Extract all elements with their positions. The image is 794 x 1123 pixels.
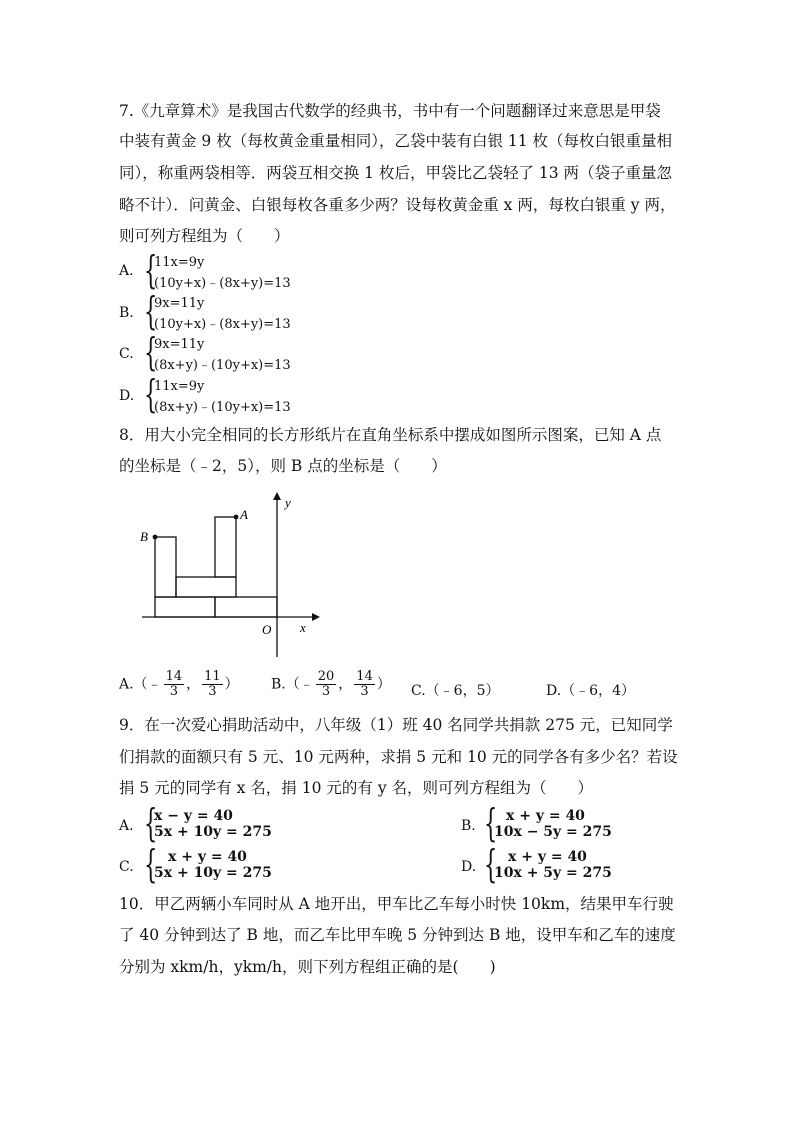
q9-line-3: 捐 5 元的同学有 x 名，捐 10 元的有 y 名，则可列方程组为（ ） — [119, 779, 594, 797]
option-label: C. — [119, 859, 134, 875]
equation-2: 10x − 5y = 275 — [494, 824, 612, 840]
x-axis-label: x — [300, 620, 306, 635]
close-paren: ） — [376, 676, 391, 693]
origin-label: O — [262, 622, 272, 637]
brace-icon: { — [144, 248, 158, 292]
q8-line-1: 8．用大小完全相同的长方形纸片在直角坐标系中摆成如图所示图案，已知 A 点 — [119, 426, 662, 444]
q8-option-a[interactable] — [119, 670, 239, 699]
y-arrow-icon — [273, 492, 281, 500]
equation-1: 9x=11y — [154, 337, 205, 352]
q7-line-1: 7.《九章算术》是我国古代数学的经典书，书中有一个问题翻译过来意思是甲袋 — [119, 102, 661, 120]
point-a-label: A — [240, 507, 248, 522]
q9-line-1: 9．在一次爱心捐助活动中，八年级（1）班 40 名同学共捐款 275 元，已知同学 — [119, 716, 673, 734]
point-a — [234, 515, 239, 520]
option-label: B. — [461, 818, 476, 834]
fraction — [316, 670, 337, 699]
point-b-label: B — [140, 529, 148, 544]
denominator: 3 — [360, 684, 369, 699]
q10-line-1: 10．甲乙两辆小车同时从 A 地开出，甲车比乙车每小时快 10km，结果甲车行驶 — [119, 895, 674, 913]
fraction — [354, 670, 375, 699]
rect-bottom-left — [155, 597, 215, 617]
x-arrow-icon — [312, 613, 320, 621]
rect-middle-horizontal — [176, 577, 236, 597]
brace-icon: { — [144, 801, 158, 845]
equation-2: 10x + 5y = 275 — [494, 865, 612, 881]
equation-1: x − y = 40 — [154, 808, 233, 824]
option-label: D. — [119, 388, 135, 404]
fraction — [164, 670, 185, 699]
brace-icon: { — [144, 842, 158, 886]
separator: ， — [338, 676, 353, 693]
denominator: 3 — [208, 684, 217, 699]
option-label: B. — [119, 305, 134, 321]
equation-1: 9x=11y — [154, 296, 205, 311]
equation-1: 11x=9y — [154, 379, 205, 394]
equation-2: (10y+x)﹣(8x+y)=13 — [154, 276, 291, 291]
option-label: B.（﹣ — [271, 676, 314, 693]
equation-2: (8x+y)﹣(10y+x)=13 — [154, 400, 291, 415]
equation-2: 5x + 10y = 275 — [154, 865, 272, 881]
brace-icon: { — [144, 289, 158, 333]
brace-icon: { — [484, 801, 498, 845]
q10-line-3: 分别为 xkm/h，ykm/h，则下列方程组正确的是( ) — [119, 958, 496, 976]
q9-line-2: 们捐款的面额只有 5 元、10 元两种，求捐 5 元和 10 元的同学各有多少名？若设 — [119, 748, 678, 766]
numerator: 11 — [204, 669, 221, 684]
rect-bottom-right — [215, 597, 277, 617]
separator: ， — [186, 676, 201, 693]
equation-1: 11x=9y — [154, 255, 205, 270]
equation-1: x + y = 40 — [506, 808, 585, 824]
q8-line-2: 的坐标是（﹣2，5），则 B 点的坐标是（ ） — [119, 457, 447, 475]
coordinate-figure — [130, 485, 330, 660]
option-label: D. — [461, 859, 477, 875]
q7-line-2: 中装有黄金 9 枚（每枚黄金重量相同），乙袋中装有白银 11 枚（每枚白银重量相 — [119, 132, 673, 150]
numerator: 14 — [356, 669, 373, 684]
q10-line-2: 了 40 分钟到达了 B 地，而乙车比甲车晚 5 分钟到达 B 地，设甲车和乙车的速度 — [119, 926, 676, 944]
q7-line-4: 略不计）．问黄金、白银每枚各重多少两？设每枚黄金重 x 两，每枚白银重 y 两， — [119, 196, 676, 214]
equation-2: (8x+y)﹣(10y+x)=13 — [154, 358, 291, 373]
rect-right-vertical — [215, 517, 236, 577]
numerator: 14 — [165, 669, 183, 684]
brace-icon: { — [484, 842, 498, 886]
rect-left-vertical — [155, 537, 176, 597]
option-label: A. — [119, 263, 134, 279]
option-label: C. — [119, 346, 134, 362]
q8-option-d[interactable]: D.（﹣6，4） — [546, 683, 635, 699]
brace-icon: { — [144, 330, 158, 374]
brace-icon: { — [144, 372, 158, 416]
q8-option-b[interactable] — [271, 670, 391, 699]
equation-2: 5x + 10y = 275 — [154, 824, 272, 840]
equation-1: x + y = 40 — [168, 849, 247, 865]
q7-line-3: 同），称重两袋相等．两袋互相交换 1 枚后，甲袋比乙袋轻了 13 两（袋子重量忽 — [119, 164, 673, 182]
option-label: A.（﹣ — [119, 676, 162, 693]
y-axis-label: y — [285, 495, 291, 510]
equation-2: (10y+x)﹣(8x+y)=13 — [154, 317, 291, 332]
q8-option-c[interactable]: C.（﹣6，5） — [411, 683, 500, 699]
numerator: 20 — [317, 669, 335, 684]
fraction — [202, 670, 223, 699]
denominator: 3 — [169, 684, 178, 699]
point-b — [153, 535, 158, 540]
equation-1: x + y = 40 — [508, 849, 587, 865]
denominator: 3 — [321, 684, 331, 699]
close-paren: ） — [224, 676, 239, 693]
option-label: A. — [119, 818, 134, 834]
q7-line-5: 则可列方程组为（ ） — [119, 227, 290, 245]
